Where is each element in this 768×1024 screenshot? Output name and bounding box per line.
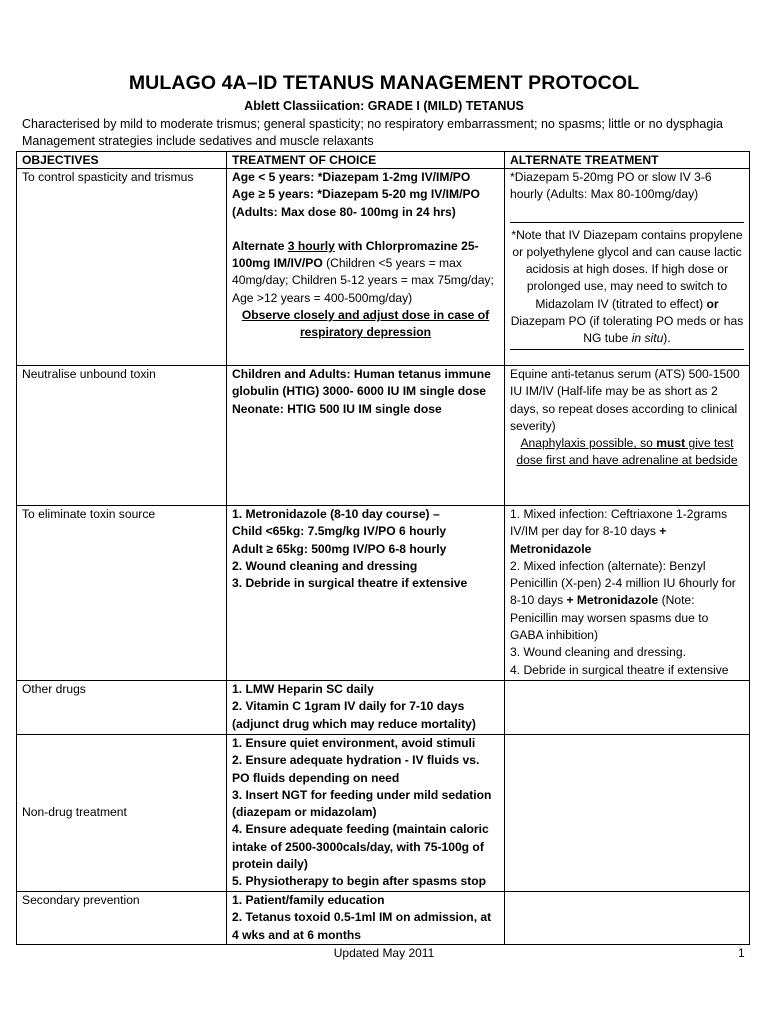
treatment-line: Age < 5 years: *Diazepam 1-2mg IV/IM/PO [232,170,471,184]
treatment-line: 2. Wound cleaning and dressing [232,558,418,573]
alternate-cell [505,366,750,506]
alternate-note [510,227,744,348]
treatment-line: 1. LMW Heparin SC daily [232,682,374,696]
treatment-warning: Observe closely and adjust dose in case of respiratory depression [241,308,490,340]
alternate-paragraph: *Diazepam 5-20mg PO or slow IV 3-6 hourly (Adults: Max 80-100mg/day) [510,170,712,202]
treatment-line: Child <65kg: 7.5mg/kg IV/PO 6 hourly [232,524,447,539]
table-row [17,506,750,681]
treatment-cell [227,735,505,892]
treatment-text: (Children <5 years = max 40mg/day; Children 5-12 years = max 75mg/day; Age >12 years = 400-500mg/day) [232,256,494,305]
treatment-cell [227,506,505,681]
table-header-row [17,152,750,169]
divider [510,222,744,223]
footer-updated: Updated May 2011 [333,946,435,960]
alternate-text: Diazepam PO (if tolerating PO meds or has NG tube [510,314,744,346]
alternate-text: + Metronidazole [510,524,667,556]
treatment-line: 1. Metronidazole (8-10 day course) – [232,507,440,521]
alternate-paragraph [510,558,744,644]
treatment-line: (Adults: Max dose 80- 100mg in 24 hrs) [232,204,456,219]
treatment-cell [227,366,505,506]
treatment-line: 2. Tetanus toxoid 0.5-1ml IM on admission, at 4 wks and at 6 months [232,910,492,942]
alternate-text: must [656,436,686,451]
objective-cell: Secondary prevention [17,892,227,945]
treatment-line: 1. Patient/family education [232,893,385,907]
alternate-paragraph: Equine anti-tetanus serum (ATS) 500-1500 IU IM/IV (Half-life may be as short as 2 days, so repeat doses according to clinical severity) [510,367,740,433]
document-subtitle: Ablett Classiication: GRADE I (MILD) TETANUS [244,99,524,113]
alternate-text: (Note: Penicillin may worsen spasms due to GABA inhibition) [510,593,709,643]
alternate-text: *Note that IV Diazepam contains propylene or polyethylene glycol and can cause lactic acidosis at high doses. If high dose or prolonged use, may need to switch to Midazolam IV (titrated to effect) [511,227,743,311]
alternate-paragraph: 4. Debride in surgical theatre if extensive [510,662,729,677]
alternate-text: or [706,296,719,311]
alternate-warning [510,435,744,470]
treatment-line: 4. Ensure adequate feeding (maintain caloric intake of 2500-3000cals/day, with 75-100g of protein daily) [232,822,489,872]
table-row [17,681,750,735]
alternate-text: 2. Mixed infection (alternate): Benzyl Penicillin (X-pen) 2-4 million IU 6hourly for 8-10 days [510,558,736,608]
treatment-line: 3. Insert NGT for feeding under mild sedation (diazepam or midazolam) [232,787,492,820]
alternate-paragraph: 3. Wound cleaning and dressing. [510,645,686,660]
treatment-cell [227,169,505,366]
objective-cell: Non-drug treatment [17,735,227,892]
treatment-text: with Chlorpromazine 25-100mg IM/IV/PO [232,238,479,271]
intro-line-2: Management strategies include sedatives and muscle relaxants [22,134,374,148]
intro-line-1: Characterised by mild to moderate trismus; general spasticity; no respiratory embarrassment; no spasms; little or no dysphagia [22,117,723,131]
table-row [17,735,750,892]
alternate-cell [505,506,750,681]
objective-cell: To eliminate toxin source [17,506,227,681]
treatment-line: 2. Ensure adequate hydration - IV fluids vs. PO fluids depending on need [232,753,480,785]
alternate-text: 1. Mixed infection: Ceftriaxone 1-2grams IV/IM per day for 8-10 days [510,507,728,539]
header-alternate-treatment: ALTERNATE TREATMENT [505,152,750,169]
header-objectives: OBJECTIVES [17,152,227,169]
treatment-line: Children and Adults: Human tetanus immune globulin (HTIG) 3000- 6000 IU IM single dose [232,367,491,399]
treatment-text: Alternate [232,238,288,253]
treatment-line: 5. Physiotherapy to begin after spasms stop [232,874,487,889]
table-row [17,169,750,366]
treatment-line: 1. Ensure quiet environment, avoid stimuli [232,736,476,750]
treatment-line: Adult ≥ 65kg: 500mg IV/PO 6-8 hourly [232,541,447,556]
treatment-text: 3 hourly [287,238,335,253]
treatment-line: Neonate: HTIG 500 IU IM single dose [232,401,442,416]
header-treatment-of-choice: TREATMENT OF CHOICE [227,152,505,169]
alternate-cell [505,681,750,735]
alternate-paragraph [510,506,744,558]
treatment-cell [227,681,505,735]
protocol-table [16,151,750,945]
alternate-cell [505,169,750,366]
table-row [17,366,750,506]
treatment-line: 3. Debride in surgical theatre if extensive [232,576,468,591]
treatment-cell [227,892,505,945]
document-title: MULAGO 4A–ID TETANUS MANAGEMENT PROTOCOL [128,72,640,94]
treatment-line: 2. Vitamin C 1gram IV daily for 7-10 days (adjunct drug which may reduce mortality) [232,699,476,731]
alternate-text: Anaphylaxis possible, so [520,436,657,451]
alternate-text: in situ [631,331,664,346]
alternate-text: give test dose first and have adrenaline at bedside [516,436,738,468]
divider [510,349,744,350]
treatment-paragraph [232,238,499,307]
objective-cell: Neutralise unbound toxin [17,366,227,506]
alternate-text: + Metronidazole [566,593,659,608]
alternate-text: ). [663,331,671,346]
alternate-cell [505,892,750,945]
page-number: 1 [738,946,745,960]
objective-cell: Other drugs [17,681,227,735]
objective-cell: To control spasticity and trismus [17,169,227,366]
alternate-cell [505,735,750,892]
treatment-line: Age ≥ 5 years: *Diazepam 5-20 mg IV/IM/PO [232,187,480,202]
table-row [17,892,750,945]
